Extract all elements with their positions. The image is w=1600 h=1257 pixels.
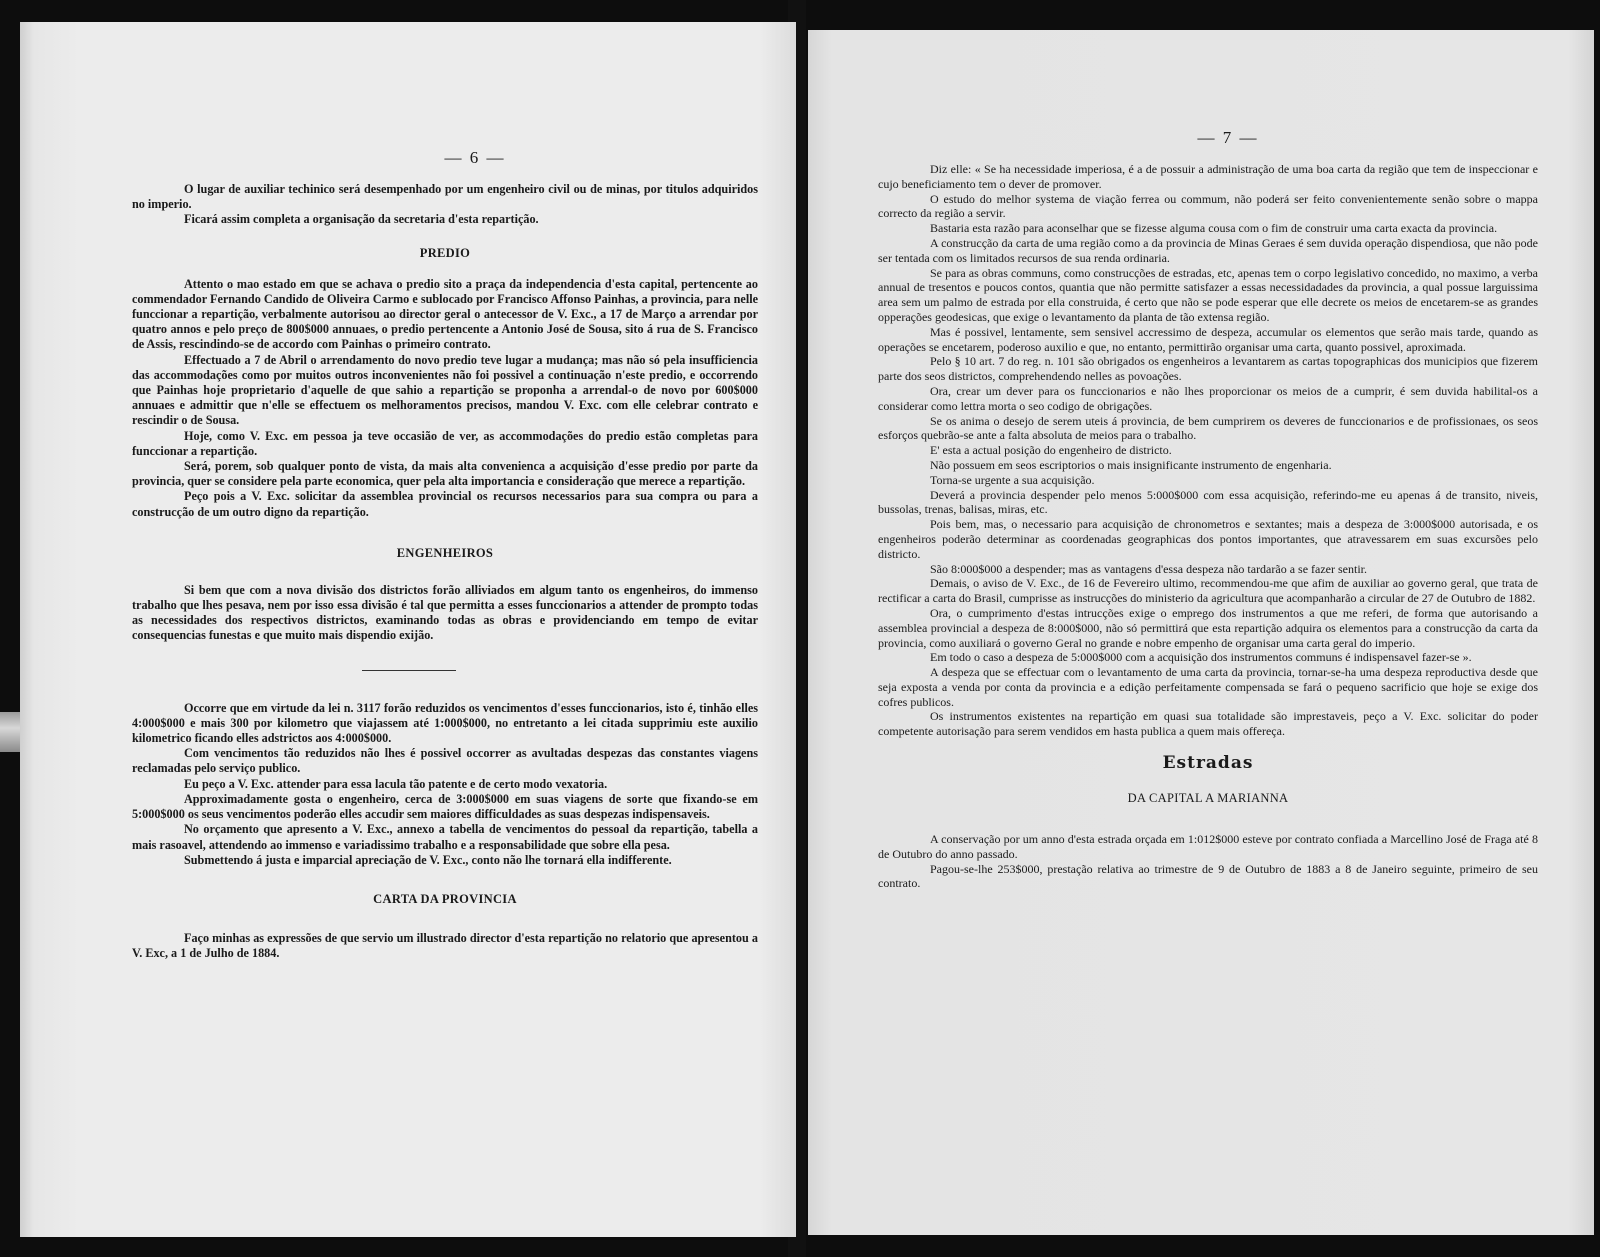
section-heading-capital: DA CAPITAL A MARIANNA — [1127, 791, 1289, 806]
paragraph: Peço pois a V. Exc. solicitar da assemblea provincial os recursos necessarios para sua compra ou para a construcção de um outro digno da repartição. — [132, 489, 758, 519]
paragraph: No orçamento que apresento a V. Exc., annexo a tabella de vencimentos do pessoal da repartição, tabella a mais rasoavel, attendendo ao immenso e variadissimo trabalho e a responsabilidade que sobre ella pesa. — [132, 822, 758, 852]
paragraph: Torna-se urgente a sua acquisição. — [930, 472, 1095, 487]
paragraph: Pelo § 10 art. 7 do reg. n. 101 são obrigados os engenheiros a levantarem as cartas topographicas dos municipios que fizerem parte dos seos districtos, comprehendendo nelles as povoações. — [878, 354, 1538, 384]
paragraph: Deverá a provincia despender pelo menos 5:000$000 com essa acquisição, referindo-me eu apenas á de transito, niveis, bussolas, trenas, balisas, miras, etc. — [878, 487, 1538, 517]
paragraph: Os instrumentos existentes na repartição em quasi sua totalidade são imprestaveis, peço a V. Exc. solicitar do poder competente autorisação para serem vendidos em hasta publica a quem mais offereça. — [878, 709, 1538, 739]
paragraph: O estudo do melhor systema de viação ferrea ou commum, não poderá ser feito convenientemente senão sobre o mappa correcto da região a servir. — [878, 191, 1538, 221]
paragraph: E' esta a actual posição do engenheiro de districto. — [930, 443, 1172, 458]
paragraph: Occorre que em virtude da lei n. 3117 forão reduzidos os vencimentos d'esses funccionarios, isto é, tinhão elles 4:000$000 e mais 300 por kilometro que viajassem até 1:000$000, no entretanto a lei citada supprimiu este auxilio kilometrico ficando elles adstrictos aos 4:000$000. — [132, 700, 758, 746]
paragraph: Effectuado a 7 de Abril o arrendamento do novo predio teve lugar a mudança; mas não só pela insufficiencia das accommodações como por muitos outros inconvenientes não foi possivel a continuação n'este predio, e occorrendo que Painhas hoje proprietario d'aquelle de que sahio a repartição se proponha a arrendal-o de novo por 600$000 annuaes e admittir que n'elle se effectuem os melhoramentos precisos, mandou V. Exc. com elle celebrar contrato e rescindir o de Sousa. — [132, 352, 758, 428]
paragraph: Será, porem, sob qualquer ponto de vista, da mais alta convenienca a acquisição d'esse predio por parte da provincia, quer se considere pela parte economica, quer pela alta importancia e consideração que merece a repartição. — [132, 459, 758, 489]
paragraph: São 8:000$000 a despender; mas as vantagens d'essa despeza não tardarão a se fazer sentir. — [930, 561, 1367, 576]
section-title-estradas: Estradas — [1162, 753, 1254, 774]
paragraph: Ficará assim completa a organisação da secretaria d'esta repartição. — [184, 212, 539, 227]
section-heading-predio: PREDIO — [419, 245, 471, 260]
paragraph: Diz elle: « Se ha necessidade imperiosa, é a de possuir a administração de uma boa carta da região que tem de inspeccionar e cujo beneficiamento tem o dever de promover. — [878, 162, 1538, 191]
paragraph: A construcção da carta de uma região como a da provincia de Minas Geraes é sem duvida operação dispendiosa, que não pode ser tentada com os limitados recursos de sua renda ordinaria. — [878, 235, 1538, 265]
divider — [362, 670, 456, 671]
paragraph: Ora, crear um dever para os funccionarios e não lhes proporcionar os meios de a cumprir, é sem duvida habilital-os a considerar como lettra morta o seo codigo de obrigações. — [878, 383, 1538, 413]
paragraph: Em todo o caso a despeza de 5:000$000 com a acquisição dos instrumentos communs é indispensavel fazer-se ». — [930, 650, 1472, 665]
paragraph: Ora, o cumprimento d'estas intrucções exige o emprego dos instrumentos a que me referi, de forma que autorisando a assemblea provincial a despeza de 8:000$000, não só permittirá que esta repartição adquira os elementos para a construcção da carta da provincia, como auxiliará o governo Geral no grande e nobre empenho de organisar uma carta geral do imperio. — [878, 605, 1538, 650]
paragraph: Demais, o aviso de V. Exc., de 16 de Fevereiro ultimo, recommendou-me que afim de auxiliar ao governo geral, que trata de rectificar a carta do Brasil, cumprisse as instrucções do ministerio da agricultura que acompanharão a circular de 27 de Outubro de 1882. — [878, 576, 1538, 606]
paragraph: Hoje, como V. Exc. em pessoa ja teve occasião de ver, as accommodações do predio estão completas para funccionar a repartição. — [132, 428, 758, 458]
paragraph: Attento o mao estado em que se achava o predio sito a praça da independencia d'esta capital, pertencente ao commendador Fernando Candido de Oliveira Carmo e sublocado por Francisco Affonso Painhas, a provincia, para nelle funccionar a repartição, verbalmente autorisou ao director geral o antecessor de V. Exc., a 17 de Março a arrendar por quatro annos e pelo preço de 800$000 annuaes, o predio pertencente a Antonio José de Sousa, sito á rua de S. Francisco de Assis, rescindindo-se de accordo com Painhas o primeiro contrato. — [132, 276, 758, 352]
paragraph: A despeza que se effectuar com o levantamento de uma carta da provincia, tornar-se-ha uma despeza reproductiva desde que seja exposta a venda por conta da provincia e a edição perfeitamente compensada se fará o pequeno sacrificio que hoje se exige dos cofres publicos. — [878, 665, 1538, 709]
paragraph: O lugar de auxiliar techinico será desempenhado por um engenheiro civil ou de minas, por titulos adquiridos no imperio. — [132, 182, 758, 212]
paragraph: Pagou-se-lhe 253$000, prestação relativa ao trimestre de 9 de Outubro de 1883 a 8 de Janeiro seguinte, primeiro de seu contrato. — [878, 861, 1538, 891]
section-heading-carta: CARTA DA PROVINCIA — [373, 891, 517, 906]
paragraph: Faço minhas as expressões de que servio um illustrado director d'esta repartição no relatorio que apresentou a V. Exc, a 1 de Julho de 1884. — [132, 930, 758, 961]
paragraph: Submettendo á justa e imparcial apreciação de V. Exc., conto não lhe tornará ella indifferente. — [184, 852, 672, 867]
paragraph: Eu peço a V. Exc. attender para essa lacula tão patente e de certo modo vexatoria. — [184, 776, 608, 791]
paragraph: Se para as obras communs, como construcções de estradas, etc, apenas tem o corpo legislativo concedido, no maximo, a verba annual de tresentos e poucos contos, quantia que não permitte satisfazer a essas necessidadades da provincia, a qual possue larguissima area sem um palmo de estrada por ella construida, é certo que não se pode esperar que elle decrete os meios de encetarem-se as grandes opperações geodesicas, que exige o levantamento da planta de tão extensa região. — [878, 265, 1538, 324]
paragraph: Approximadamente gosta o engenheiro, cerca de 3:000$000 em suas viagens de sorte que fixando-se em 5:000$000 os seus vencimentos poderão elles accudir sem maiores difficuldades as suas despezas indispensaveis. — [132, 791, 758, 822]
paragraph: Não possuem em seos escriptorios o mais insignificante instrumento de engenharia. — [930, 457, 1332, 472]
paragraph: A conservação por um anno d'esta estrada orçada em 1:012$000 esteve por contrato confiada a Marcellino José de Fraga até 8 de Outubro do anno passado. — [878, 832, 1538, 861]
right-page — [808, 30, 1594, 1235]
paragraph: Si bem que com a nova divisão dos districtos forão alliviados em algum tanto os engenheiros, do immenso trabalho que lhes pesava, nem por isso essa divisão é tal que permitta a esses funccionarios a attender de prompto todas as necessidades dos respectivos districtos, examinando todas as obras e providenciando em tempo de evitar consequencias funestas e que muito mais dispendio exijão. — [132, 582, 758, 643]
paragraph: Mas é possivel, lentamente, sem sensivel accressimo de despeza, accumular os elementos que serão mais tarde, quando as operações se encetarem, poderoso auxilio e que, no entanto, permittirão organisar uma carta, quanto possivel, aproximada. — [878, 324, 1538, 354]
paragraph: Bastaria esta razão para aconselhar que se fizesse alguma cousa com o fim de construir uma carta exacta da provincia. — [930, 221, 1498, 236]
right-page-text — [878, 162, 1538, 891]
paragraph: Pois bem, mas, o necessario para acquisição de chronometros e sextantes; mais a despeza de 3:000$000 autorisada, e os engenheiros poderão determinar as coordenadas geographicas dos pontos importantes, que atravessarem em suas excursões pelo districto. — [878, 517, 1538, 561]
section-heading-engenheiros: ENGENHEIROS — [396, 545, 494, 560]
left-page — [20, 22, 796, 1237]
paragraph: Com vencimentos tão reduzidos não lhes é possivel occorrer as avultadas despezas das constantes viagens reclamadas pelo serviço publico. — [132, 746, 758, 776]
left-page-text — [132, 182, 758, 961]
page-number: — 7 — — [1197, 128, 1259, 147]
paragraph: Se os anima o desejo de serem uteis á provincia, de bem cumprirem os deveres de funccionarios e de profissionaes, os seos esforços quebrão-se ante a falta absoluta de meios para o trabalho. — [878, 413, 1538, 443]
page-number: — 6 — — [444, 148, 506, 167]
